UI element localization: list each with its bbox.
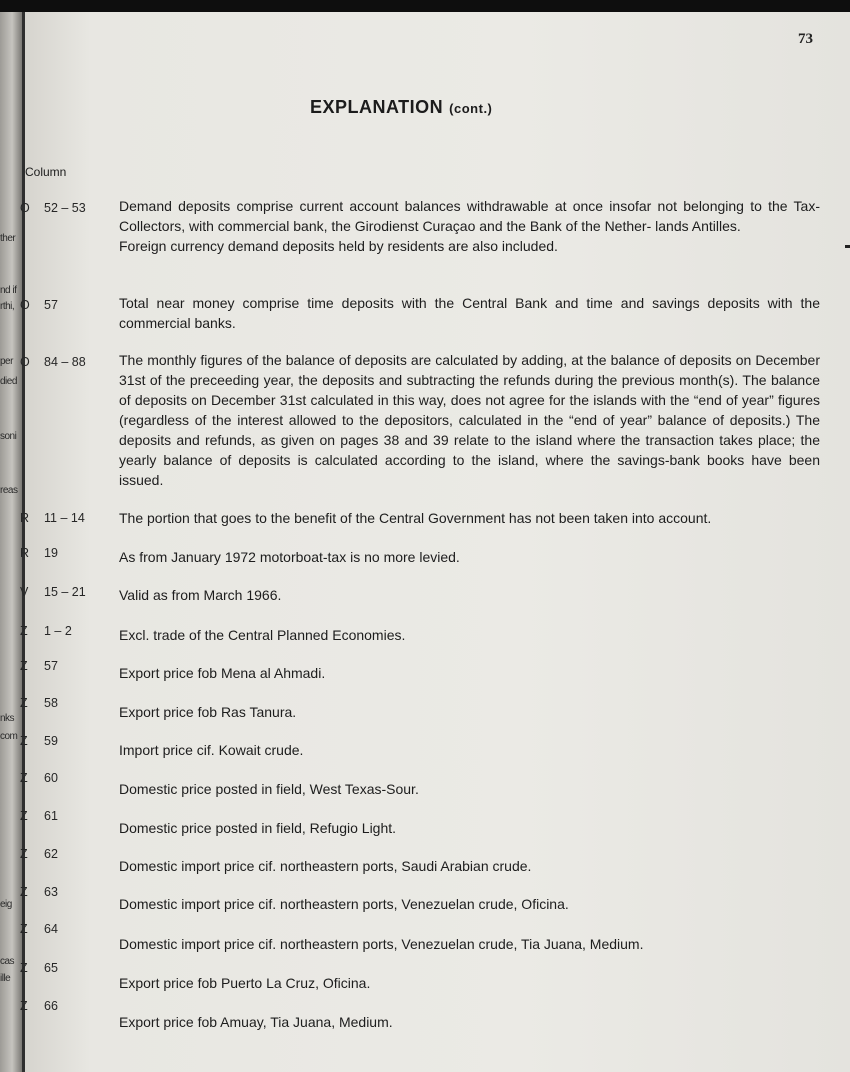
entry-description: As from January 1972 motorboat-tax is no more levied. — [119, 549, 460, 565]
entry-description: Domestic import price cif. northeastern ports, Saudi Arabian crude. — [119, 858, 532, 874]
entry-code: R 11 – 14 — [20, 511, 85, 525]
entry-code: O 52 – 53 — [20, 201, 86, 215]
entry-code: Z 59 — [20, 734, 58, 748]
entry-code: O 57 — [20, 298, 58, 312]
margin-fragment: soni — [0, 431, 17, 442]
entry-code: R 19 — [20, 546, 58, 560]
margin-fragment: nks — [0, 713, 15, 724]
page-edge-mark — [845, 245, 850, 248]
entry-description: Domestic import price cif. northeastern ports, Venezuelan crude, Oficina. — [119, 896, 569, 912]
entry-description: Export price fob Puerto La Cruz, Oficina. — [119, 975, 371, 991]
title-text: EXPLANATION — [310, 97, 444, 117]
entry-code: Z 60 — [20, 771, 58, 785]
entry-description: The monthly figures of the balance of deposits are calculated by adding, at the balance of deposits on December 31st of the preceeding year, the deposits and subtracting the refunds during the previous month(s). The balance of deposits on December 31st calculated in this way, does not agree for the islands with the “end of year” figures (regardless of the interest allowed to the depositors, calculated in the “end of year” balance of deposits.) The deposits and refunds, as given on pages 38 and 39 relate to the island where the transaction takes place; the yearly balance of deposits is calculated according to the island, where the savings-bank books have been issued. — [119, 352, 820, 488]
entry-code: Z 66 — [20, 999, 58, 1013]
margin-fragment: ther — [0, 233, 16, 244]
entry-code: Z 63 — [20, 885, 58, 899]
margin-fragment: ille — [0, 973, 11, 984]
entry-code: Z 61 — [20, 809, 58, 823]
margin-fragment: rthi, — [0, 301, 15, 312]
page-title — [310, 97, 492, 118]
entry-code: V 15 – 21 — [20, 585, 86, 599]
entry-description: The portion that goes to the benefit of the Central Government has not been taken into account. — [119, 510, 712, 526]
entry-description: Valid as from March 1966. — [119, 587, 282, 603]
entry-code: Z 62 — [20, 847, 58, 861]
margin-fragment: eig — [0, 899, 12, 910]
margin-fragment: per — [0, 356, 13, 367]
entry-description: Domestic price posted in field, Refugio Light. — [119, 820, 397, 836]
entry-description: Export price fob Ras Tanura. — [119, 704, 297, 720]
entry-code: O 84 – 88 — [20, 355, 86, 369]
margin-fragment: com — [0, 731, 18, 742]
margin-fragment: cas — [0, 956, 15, 967]
entry-description: Excl. trade of the Central Planned Economies. — [119, 627, 406, 643]
margin-fragment: reas — [0, 485, 18, 496]
entry-description: Import price cif. Kowait crude. — [119, 742, 304, 758]
book-gutter — [0, 12, 22, 1072]
entry-code: Z 1 – 2 — [20, 624, 72, 638]
margin-fragment: died — [0, 376, 17, 387]
entry-code: Z 65 — [20, 961, 58, 975]
entry-code: Z 64 — [20, 922, 58, 936]
entry-description: Demand deposits comprise current account balances withdrawable at once insofar not belonging to the Tax- Collectors, with commercial bank, the Girodienst Curaçao and the Bank of the Nether- lands Antilles. Foreign currency demand deposits held by residents are also included. — [119, 198, 820, 254]
margin-fragment: nd if — [0, 285, 17, 296]
entry-description: Total near money comprise time deposits with the Central Bank and time and savings deposits with the commercial banks. — [119, 295, 820, 331]
column-header: Column — [25, 165, 67, 179]
scan-top-border — [0, 0, 850, 12]
entry-description: Domestic price posted in field, West Texas-Sour. — [119, 781, 419, 797]
title-suffix: (cont.) — [449, 101, 493, 116]
page-number: 73 — [798, 31, 813, 47]
entry-code: Z 58 — [20, 696, 58, 710]
entry-description: Export price fob Amuay, Tia Juana, Medium. — [119, 1014, 393, 1030]
entry-code: Z 57 — [20, 659, 58, 673]
entry-description: Export price fob Mena al Ahmadi. — [119, 665, 326, 681]
entry-description: Domestic import price cif. northeastern ports, Venezuelan crude, Tia Juana, Medium. — [119, 936, 644, 952]
